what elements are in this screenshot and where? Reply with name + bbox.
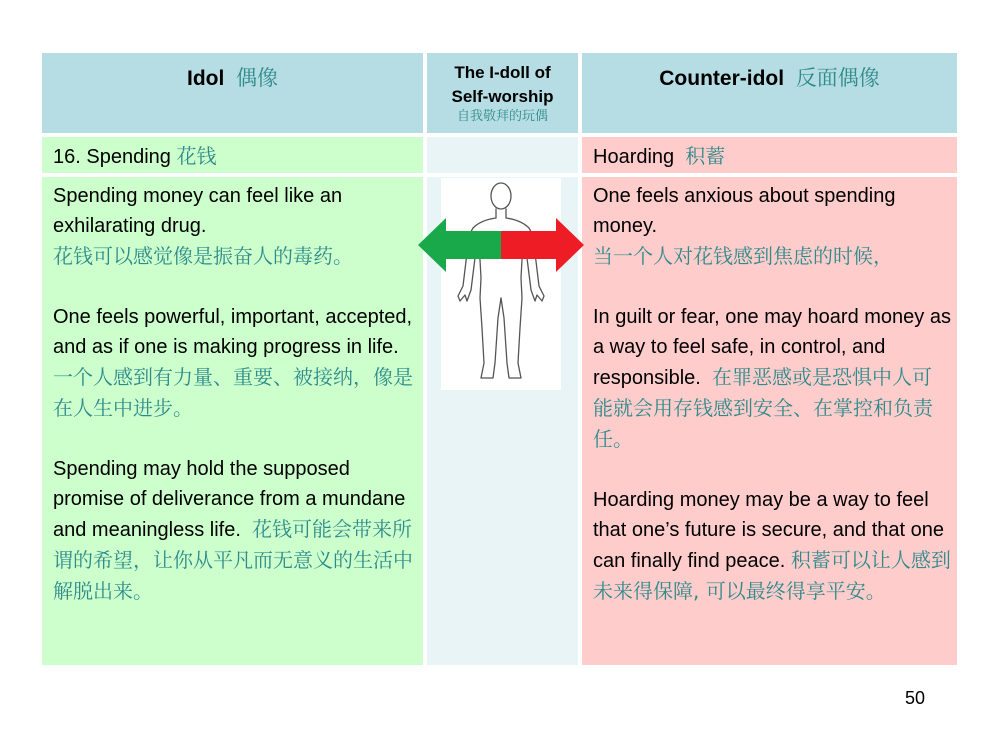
- header-middle: [427, 53, 578, 133]
- idol-paragraph: [53, 302, 417, 424]
- counter-paragraph-en: In guilt or fear, one may hoard money as a way to feel safe, in control, and responsible.: [593, 306, 951, 389]
- header-idol: [42, 53, 423, 133]
- idol-description: [42, 177, 423, 665]
- idol-paragraph-cn: 花钱可能会带来所谓的希望，让你从平凡而无意义的生活中解脱出来。: [53, 517, 413, 603]
- row-label-left-cn: 花钱: [176, 144, 217, 168]
- header-counter-idol: [582, 53, 957, 133]
- row-label-left: [42, 137, 423, 173]
- idol-paragraph-cn: 一个人感到有力量、重要、被接纳，像是在人生中进步。: [53, 365, 413, 420]
- idol-paragraph: [53, 181, 417, 272]
- idol-paragraph-en: Spending money can feel like an exhilarating drug.: [53, 185, 343, 237]
- row-label-middle: [427, 137, 578, 173]
- double-arrow-icon: [418, 215, 584, 275]
- counter-paragraph-en: One feels anxious about spending money.: [593, 185, 896, 237]
- arrow-left-icon: [418, 218, 501, 272]
- idol-paragraph-en: One feels powerful, important, accepted, and as if one is making progress in life.: [53, 306, 413, 358]
- counter-idol-description: [582, 177, 957, 665]
- idol-paragraph-cn: 花钱可以感觉像是振奋人的毒药。: [53, 244, 353, 268]
- header-middle-cn: 自我敬拜的玩偶: [456, 109, 548, 124]
- row-label-right-cn: 积蓄: [685, 144, 726, 168]
- page-number: 50: [905, 688, 926, 708]
- counter-paragraph-cn: 当一个人对花钱感到焦虑的时候，: [593, 244, 893, 268]
- counter-paragraph: [593, 302, 951, 455]
- header-counter-cn: 反面偶像: [795, 66, 880, 90]
- counter-paragraph: [593, 181, 951, 272]
- header-counter-en: Counter-idol: [659, 67, 785, 90]
- counter-paragraph-en: Hoarding money may be a way to feel that one’s future is secure, and that one can finally find peace.: [593, 489, 944, 572]
- counter-paragraph-cn: 积蓄可以让人感到未来得保障, 可以最终得享平安。: [593, 548, 951, 603]
- row-label-left-en: 16. Spending: [53, 146, 171, 168]
- counter-paragraph: [593, 485, 951, 607]
- header-middle-line2: Self-worship: [451, 87, 554, 106]
- row-label-right: [582, 137, 957, 173]
- idol-paragraph-en: Spending may hold the supposed promise of deliverance from a mundane and meaningless life.: [53, 458, 406, 541]
- human-figure-icon: [441, 178, 561, 390]
- counter-paragraph-cn: 在罪恶感或是恐惧中人可能就会用存钱感到安全、在掌控和负责任。: [593, 365, 933, 451]
- header-idol-en: Idol: [187, 67, 225, 90]
- header-middle-line1: The I-doll of: [454, 63, 551, 82]
- idol-paragraph: [53, 454, 417, 607]
- arrow-right-icon: [501, 218, 584, 272]
- header-idol-cn: 偶像: [236, 66, 278, 90]
- row-label-right-en: Hoarding: [593, 146, 675, 168]
